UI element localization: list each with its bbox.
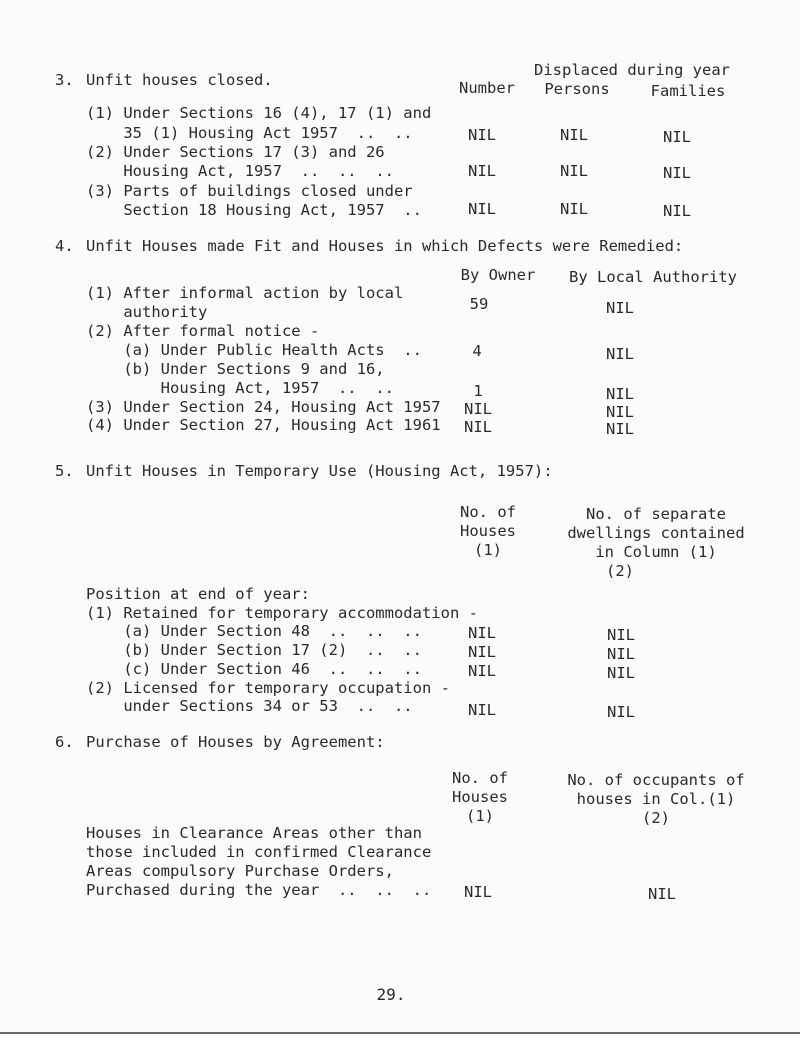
s5-col1-value-2: NIL	[468, 701, 496, 719]
s5-col1-value-a: NIL	[468, 624, 496, 642]
persons-header: Persons	[544, 80, 610, 98]
s5-col1-header-line2: Houses	[460, 522, 516, 540]
s5-col2-value-a: NIL	[607, 626, 635, 644]
s3-row1-families: NIL	[663, 128, 691, 146]
s5-col2-header-line3: in Column (1)	[595, 543, 717, 561]
s4-owner-value-3: 1	[473, 382, 483, 400]
s3-row2-persons: NIL	[560, 162, 588, 180]
section-4-number: 4.	[55, 237, 74, 255]
s5-line-5: (c) Under Section 46 .. .. ..	[86, 660, 422, 678]
s5-col2-value-2: NIL	[607, 703, 635, 721]
s3-row1-persons: NIL	[560, 126, 588, 144]
s5-col2-value-b: NIL	[607, 645, 635, 663]
s6-col2-header-line1: No. of occupants of	[567, 771, 745, 789]
s3-row3-persons: NIL	[560, 200, 588, 218]
s5-col2-header-line1: No. of separate	[586, 505, 726, 523]
s3-row2-number: NIL	[468, 162, 496, 180]
s3-row3-line2: Section 18 Housing Act, 1957 ..	[86, 201, 422, 219]
displaced-header: Displaced during year	[534, 61, 730, 79]
s3-row3-line1: (3) Parts of buildings closed under	[86, 182, 413, 200]
section-6-title: Purchase of Houses by Agreement:	[86, 733, 385, 751]
s5-col1-header-line3: (1)	[474, 541, 502, 559]
s4-line-1: (1) After informal action by local	[86, 284, 404, 302]
page-number: 29.	[376, 985, 406, 1004]
s6-col1-header-line2: Houses	[452, 788, 508, 806]
s4-authority-value-5: NIL	[606, 420, 634, 438]
families-header: Families	[650, 82, 726, 100]
s3-row3-families: NIL	[663, 202, 691, 220]
section-3-title: Unfit houses closed.	[86, 71, 273, 89]
number-column-header: Number	[459, 79, 515, 97]
s4-authority-value-1: NIL	[606, 299, 634, 317]
s5-col1-value-c: NIL	[468, 662, 496, 680]
s4-owner-value-1: 59	[469, 295, 489, 313]
s6-line-4: Purchased during the year .. .. ..	[86, 881, 432, 899]
s4-line-5: (b) Under Sections 9 and 16,	[86, 360, 385, 378]
s3-row2-families: NIL	[663, 164, 691, 182]
s4-authority-value-3: NIL	[606, 385, 634, 403]
s5-col2-header-line2: dwellings contained	[567, 524, 745, 542]
s5-col2-value-c: NIL	[607, 664, 635, 682]
section-6-number: 6.	[55, 733, 74, 751]
s3-row1-line2: 35 (1) Housing Act 1957 .. ..	[86, 124, 413, 142]
s6-line-1: Houses in Clearance Areas other than	[86, 824, 422, 842]
s3-row3-number: NIL	[468, 200, 496, 218]
s5-col1-header-line1: No. of	[460, 503, 516, 521]
s6-col1-header-line1: No. of	[452, 769, 508, 787]
s4-owner-value-2: 4	[472, 342, 482, 360]
s4-line-3: (2) After formal notice -	[86, 322, 320, 340]
s3-row1-number: NIL	[468, 126, 496, 144]
section-5-number: 5.	[55, 462, 74, 480]
s4-authority-value-4: NIL	[606, 403, 634, 421]
by-owner-header: By Owner	[460, 266, 536, 284]
s5-line-3: (a) Under Section 48 .. .. ..	[86, 622, 422, 640]
s4-owner-value-5: NIL	[464, 418, 492, 436]
s6-line-3: Areas compulsory Purchase Orders,	[86, 862, 394, 880]
section-3-number: 3.	[55, 71, 74, 89]
s4-line-7: (3) Under Section 24, Housing Act 1957	[86, 398, 441, 416]
s6-col1-value: NIL	[464, 883, 492, 901]
s6-col2-header-line3: (2)	[642, 809, 670, 827]
section-5-title: Unfit Houses in Temporary Use (Housing Act, 1957):	[86, 462, 553, 480]
s6-col2-value: NIL	[648, 885, 676, 903]
s4-line-8: (4) Under Section 27, Housing Act 1961	[86, 416, 441, 434]
section-4-title: Unfit Houses made Fit and Houses in which Defects were Remedied:	[86, 237, 684, 255]
bottom-edge-rule	[0, 1032, 800, 1034]
s4-owner-value-4: NIL	[464, 400, 492, 418]
s5-line-7: under Sections 34 or 53 .. ..	[86, 697, 413, 715]
s5-line-1: Position at end of year:	[86, 585, 310, 603]
by-local-authority-header: By Local Authority	[569, 268, 737, 286]
s3-row2-line1: (2) Under Sections 17 (3) and 26	[86, 143, 385, 161]
s4-line-2: authority	[86, 303, 208, 321]
s5-line-6: (2) Licensed for temporary occupation -	[86, 679, 450, 697]
s5-col2-header-line4: (2)	[606, 562, 634, 580]
s4-line-4: (a) Under Public Health Acts ..	[86, 341, 422, 359]
s6-col2-header-line2: houses in Col.(1)	[576, 790, 736, 808]
s4-authority-value-2: NIL	[606, 345, 634, 363]
s5-line-2: (1) Retained for temporary accommodation -	[86, 604, 478, 622]
s6-col1-header-line3: (1)	[466, 807, 494, 825]
s4-line-6: Housing Act, 1957 .. ..	[86, 379, 394, 397]
s6-line-2: those included in confirmed Clearance	[86, 843, 432, 861]
s5-col1-value-b: NIL	[468, 643, 496, 661]
s3-row2-line2: Housing Act, 1957 .. .. ..	[86, 162, 394, 180]
s3-row1-line1: (1) Under Sections 16 (4), 17 (1) and	[86, 104, 432, 122]
s5-line-4: (b) Under Section 17 (2) .. ..	[86, 641, 422, 659]
